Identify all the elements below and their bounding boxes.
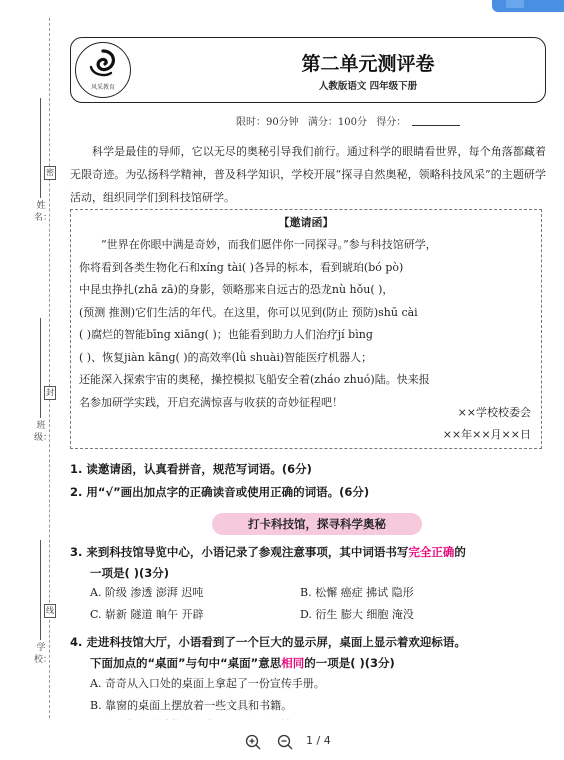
question-text: 来到科技馆导览中心，小语记录了参观注意事项，其中词语书写 [86, 545, 409, 559]
q3-option-c[interactable]: C. 崭新 隧道 晌午 开辟 [90, 608, 204, 621]
zoom-in-icon[interactable] [245, 734, 261, 750]
question-highlight: 完全正确 [408, 545, 455, 559]
intro-paragraph: 科学是最佳的导师，它以无尽的奥秘引导我们前行。通过科学的眼睛看世界，每个角落都藏着无限奇迹。为弘扬科学精神，普及科学知识，学校开展“探寻自然奥秘，领略科技风采”的主题研学活动，组织同学们到科技馆研学。 [70, 145, 546, 204]
invitation-body [79, 234, 537, 414]
question-text: 的一项是( )(3分) [304, 656, 395, 670]
viewer-toolbar [0, 720, 564, 760]
seal-char-3: 线 [44, 604, 56, 618]
score-blank[interactable] [412, 115, 460, 126]
question-number: 2. [70, 485, 83, 499]
page-indicator: 1 / 4 [306, 734, 331, 747]
invitation-line: “世界在你眼中满是奇妙，而我们愿伴你一同探寻。”参与科技馆研学， [101, 238, 437, 251]
question-4-line-2 [90, 652, 564, 674]
swirl-logo-icon [85, 47, 121, 79]
top-right-button-icon [506, 0, 524, 8]
invitation-line: ( )、恢复jiàn kāng( )的高效率(lǜ shuài)智能医疗机器人； [79, 350, 373, 364]
school-label: 学 校： [34, 643, 53, 665]
seal-char-2: 封 [44, 386, 56, 400]
question-highlight: 相同 [281, 656, 305, 670]
name-label: 姓 名： [34, 201, 53, 223]
q3-option-b[interactable]: B. 松懈 癌症 拂试 隐形 [300, 586, 414, 599]
invitation-line: (预测 推测)它们生活的年代。在这里，你可以见到(防止 预防)shū cài [79, 305, 418, 319]
class-label: 班 级： [34, 421, 53, 443]
class-underline [40, 318, 41, 418]
question-number: 1. [70, 462, 83, 476]
invitation-box [70, 209, 542, 449]
invitation-line: 名参加研学实践，开启充满惊喜与收获的奇妙征程吧！ [79, 395, 343, 409]
question-text: 走进科技馆大厅，小语看到了一个巨大的显示屏，桌面上显示着欢迎标语。 [86, 635, 466, 649]
full-score: 满分：100分 [307, 117, 368, 128]
question-2 [70, 481, 548, 503]
logo-text: 风采教育 [90, 84, 115, 91]
q4-option-b[interactable]: B. 靠窗的桌面上摆放着一些文具和书籍。 [90, 699, 293, 712]
q3-option-d[interactable]: D. 衍生 膨大 细胞 淹没 [300, 608, 414, 621]
question-1 [70, 458, 548, 480]
publisher-logo [75, 42, 131, 98]
question-number: 4. [70, 635, 83, 649]
name-underline [40, 98, 41, 198]
time-limit: 限时：90分钟 [236, 117, 299, 128]
question-3-line-2: 一项是( )(3分) [90, 566, 170, 580]
seal-char-1: 密 [44, 166, 56, 180]
page-title: 第二单元测评卷 [301, 53, 435, 75]
question-4 [70, 631, 548, 653]
school-underline [40, 540, 41, 640]
invitation-line: ( )腐烂的智能bīng xiāng( )；也能看到助力人们治疗jí bìng [79, 328, 373, 341]
section-banner: 打卡科技馆，探寻科学奥秘 [212, 513, 422, 535]
question-3 [70, 541, 548, 563]
question-text: 读邀请函，认真看拼音，规范写词语。(6分) [86, 462, 312, 476]
question-text: 下面加点的“桌面”与句中“桌面”意思 [90, 656, 282, 670]
invitation-line: 中昆虫挣扎(zhā zā)的身影，领略那来自远古的恐龙nù hǒu( )， [79, 283, 394, 296]
q4-option-a[interactable]: A. 奇奇从入口处的桌面上拿起了一份宣传手册。 [90, 677, 325, 690]
zoom-out-icon[interactable] [277, 734, 293, 750]
q3-option-a[interactable]: A. 阶级 渗透 澎湃 迟吨 [90, 586, 204, 599]
invitation-line: 还能深入探索宇宙的奥秘，操控模拟飞船安全着(zháo zhuó)陆。快来报 [79, 373, 430, 386]
top-right-button[interactable] [492, 0, 564, 12]
exam-meta [236, 113, 466, 128]
page-subtitle: 人教版语文 四年级下册 [318, 81, 418, 92]
invitation-date: ××年××月××日 [442, 428, 531, 441]
question-number: 3. [70, 545, 83, 559]
question-text: 的 [454, 545, 466, 559]
score-label: 得分： [376, 117, 407, 128]
invitation-line: 你将看到各类生物化石和xíng tài( )各异的标本，看到琥珀(bó pò) [79, 260, 404, 274]
question-text: 用“√”画出加点字的正确读音或使用正确的词语。(6分) [86, 485, 370, 499]
exam-header [70, 37, 546, 103]
invitation-title: 【邀请函】 [278, 216, 334, 229]
invitation-signer: ××学校校委会 [457, 406, 531, 419]
